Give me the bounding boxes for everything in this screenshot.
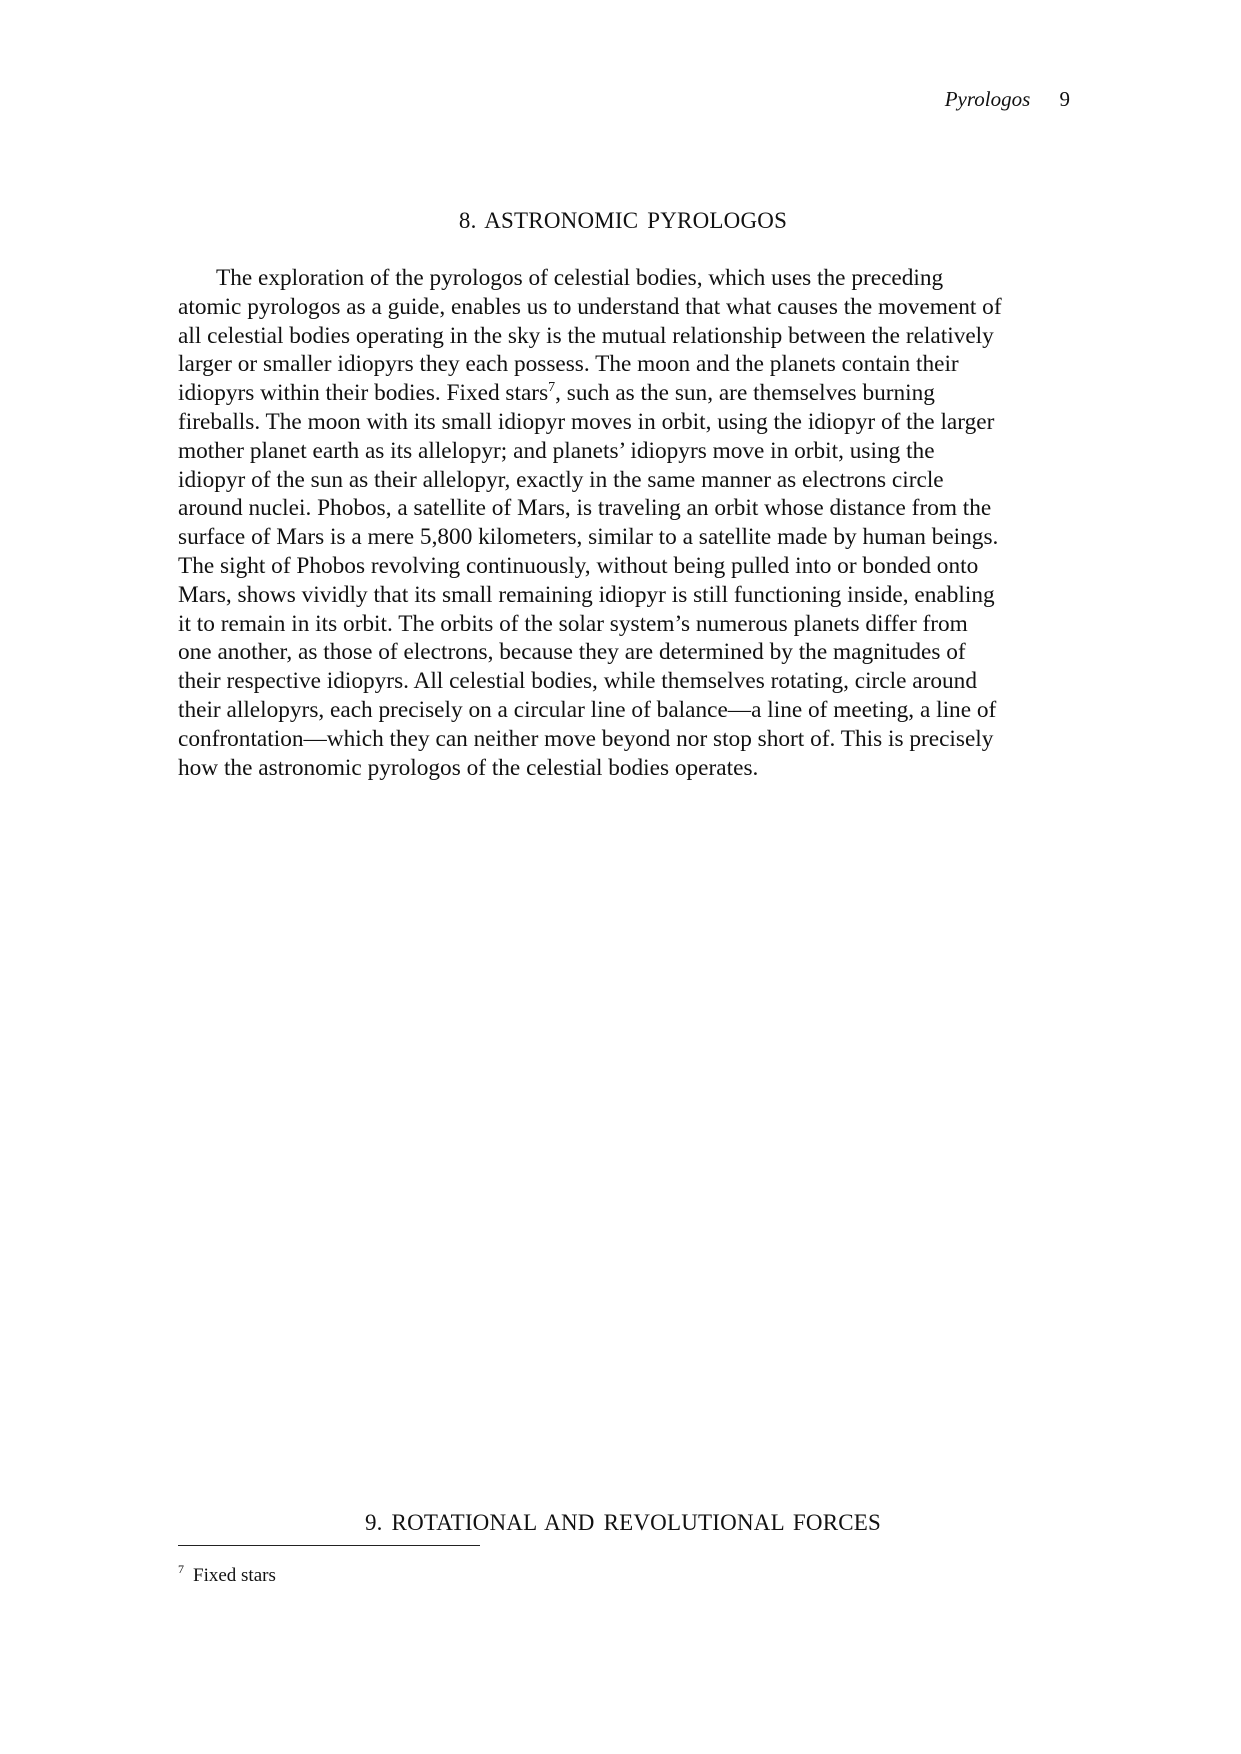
paragraph-line: confrontation—which they can neither move beyond nor stop short of. This is precisely xyxy=(178,725,994,752)
footnote-divider xyxy=(178,1545,480,1546)
paragraph-line: their allelopyrs, each precisely on a circular line of balance—a line of meeting, a line of xyxy=(178,696,997,723)
paragraph-line: larger or smaller idiopyrs they each possess. The moon and the planets contain their xyxy=(178,351,959,378)
paragraph-line: fireballs. The moon with its small idiopyr moves in orbit, using the idiopyr of the larger xyxy=(178,408,995,435)
page-number: 9 xyxy=(1059,87,1070,111)
section-heading-astronomic-pyrologos: 8. ASTRONOMIC PYROLOGOS xyxy=(458,208,788,233)
paragraph-line: it to remain in its orbit. The orbits of the solar system’s numerous planets differ from xyxy=(178,610,968,637)
running-header-title: Pyrologos xyxy=(944,87,1031,111)
footnote xyxy=(178,1564,276,1588)
paragraph-line-with-footnote xyxy=(178,379,1078,408)
paragraph-line: Mars, shows vividly that its small remaining idiopyr is still functioning inside, enabling xyxy=(178,581,995,608)
paragraph-line: their respective idiopyrs. All celestial bodies, while themselves rotating, circle around xyxy=(178,668,977,695)
running-header xyxy=(945,86,1070,112)
section-heading-rotational-revolutional-forces: 9. ROTATIONAL AND REVOLUTIONAL FORCES xyxy=(364,1510,882,1535)
paragraph-line: all celestial bodies operating in the sky is the mutual relationship between the relatively xyxy=(178,322,994,349)
paragraph-line: atomic pyrologos as a guide, enables us to understand that what causes the movement of xyxy=(178,293,1002,320)
paragraph-line: mother planet earth as its allelopyr; and planets’ idiopyrs move in orbit, using the xyxy=(178,437,935,464)
footnote-marker: 7 xyxy=(178,1562,184,1576)
section-8-paragraph xyxy=(178,264,1078,782)
footnote-reference[interactable]: 7 xyxy=(548,380,556,396)
paragraph-line: The sight of Phobos revolving continuously, without being pulled into or bonded onto xyxy=(178,552,979,579)
paragraph-line: The exploration of the pyrologos of celestial bodies, which uses the preceding xyxy=(216,265,944,291)
paragraph-line: surface of Mars is a mere 5,800 kilometers, similar to a satellite made by human beings. xyxy=(178,524,999,551)
paragraph-line-text: idiopyrs within their bodies. Fixed stars xyxy=(178,380,549,407)
paragraph-line: one another, as those of electrons, because they are determined by the magnitudes of xyxy=(178,639,966,666)
paragraph-line: idiopyr of the sun as their allelopyr, exactly in the same manner as electrons circle xyxy=(178,466,944,493)
paragraph-line-continuation: , such as the sun, are themselves burning xyxy=(555,380,935,407)
footnote-text: Fixed stars xyxy=(193,1565,276,1586)
paragraph-line: around nuclei. Phobos, a satellite of Mars, is traveling an orbit whose distance from the xyxy=(178,495,992,522)
paragraph-line: how the astronomic pyrologos of the celestial bodies operates. xyxy=(178,754,759,781)
